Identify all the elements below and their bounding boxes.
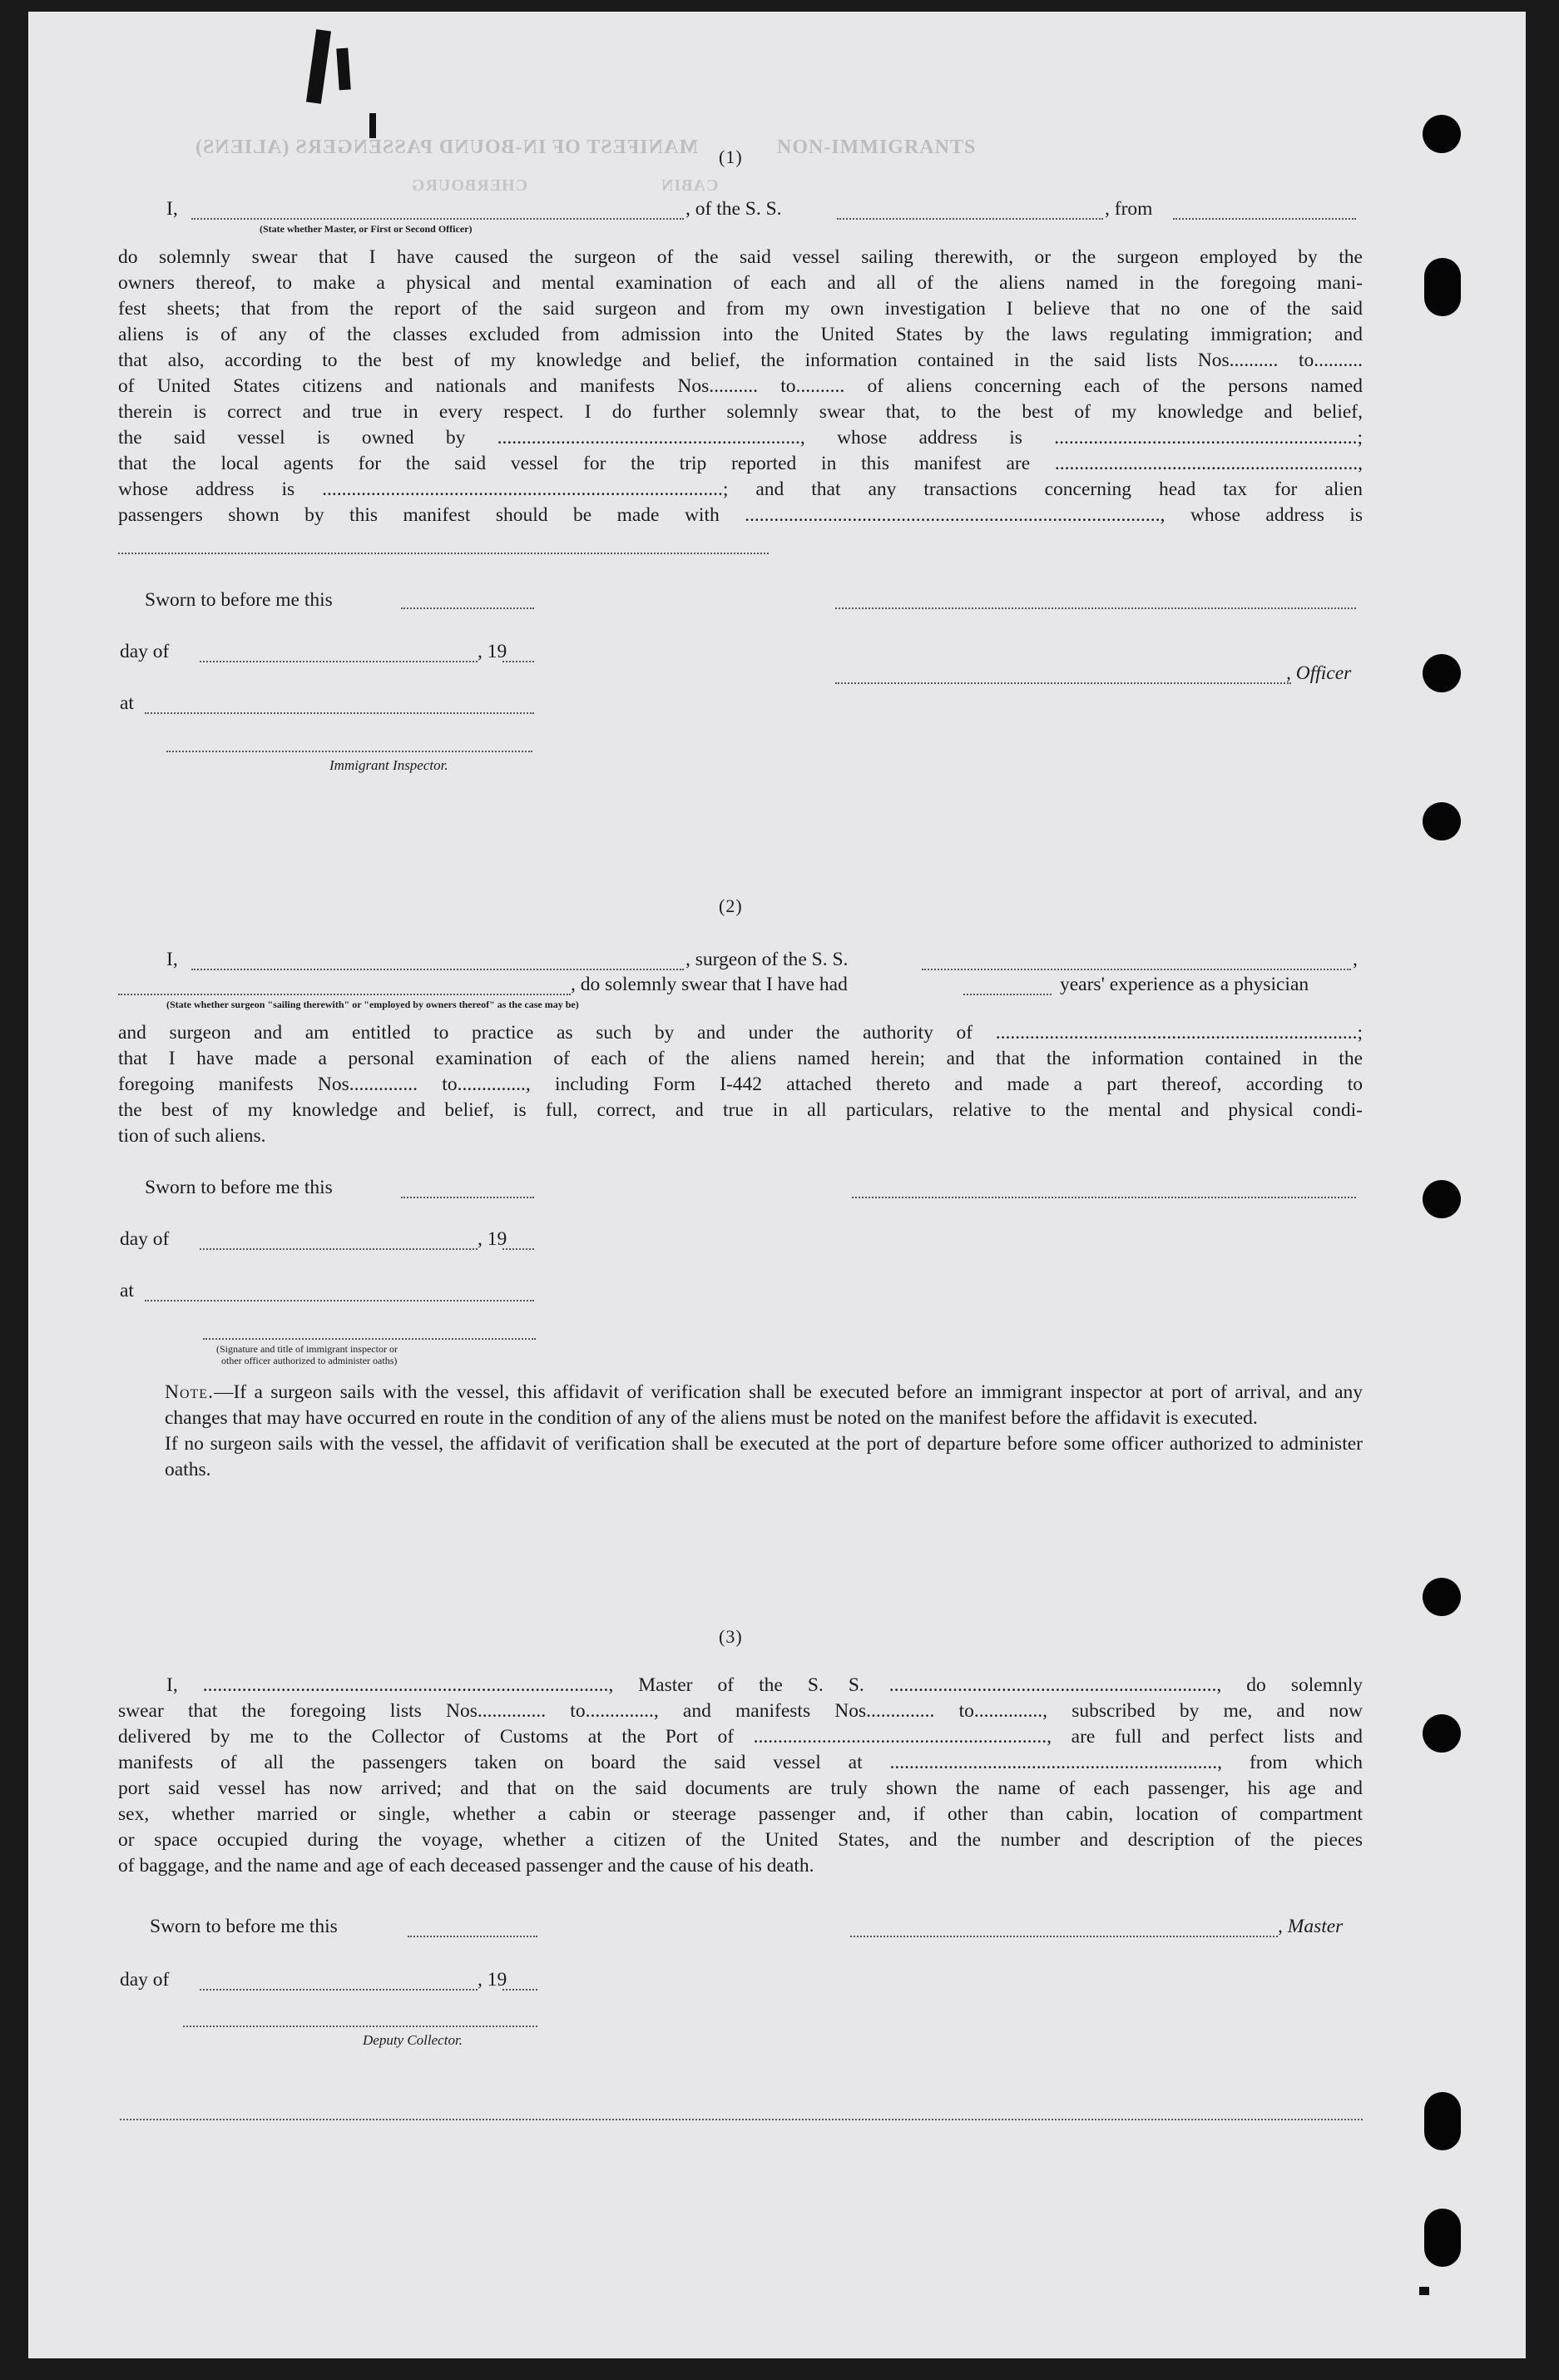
body-line: foregoing manifests Nos.............. to.............., including Form I-442 attached thereto and made a part thereof, according to bbox=[118, 1073, 1363, 1095]
body-line: that also, according to the best of my knowledge and belief, the information contained in the said lists Nos.......... to.......... bbox=[118, 350, 1363, 371]
day-of-field[interactable] bbox=[200, 1248, 478, 1250]
body-line: swear that the foregoing lists Nos.............. to.............., and manifests Nos.............. to.............., subscribed by me, and now bbox=[118, 1700, 1363, 1722]
at-field[interactable] bbox=[145, 1300, 534, 1302]
section-2-surgeon-of: , surgeon of the S. S. bbox=[685, 949, 849, 970]
section-1-i: I, bbox=[166, 198, 178, 220]
comma: , bbox=[1353, 949, 1358, 970]
section-1-number: (1) bbox=[719, 146, 743, 167]
signature-caption: other officer authorized to administer oaths) bbox=[221, 1355, 398, 1366]
vessel-name-field[interactable] bbox=[837, 218, 1103, 220]
punch-hole bbox=[1423, 802, 1461, 840]
day-of-label: day of bbox=[120, 641, 170, 662]
body-line: that I have made a personal examination of each of the aliens named herein; and that the information contained in the bbox=[118, 1048, 1363, 1069]
year-field[interactable] bbox=[502, 1989, 537, 1991]
scan-mark bbox=[1419, 2287, 1429, 2295]
bleed-through-heading: CHERBOURG bbox=[411, 176, 528, 195]
bottom-rule bbox=[120, 2119, 1363, 2120]
note-paragraph-1: —If a surgeon sails with the vessel, this affidavit of verification shall be executed before an immigrant inspector at port of arrival, and any changes that may have occurred en route in the condition of any of the aliens must be noted on the manifest before the affidavit is executed. bbox=[165, 1381, 1363, 1429]
punch-hole bbox=[1423, 115, 1461, 153]
punch-hole bbox=[1424, 2209, 1461, 2267]
scan-mark bbox=[336, 48, 350, 91]
section-1-caption: (State whether Master, or First or Second Officer) bbox=[260, 223, 473, 235]
sworn-date-field[interactable] bbox=[408, 1936, 537, 1937]
sworn-label: Sworn to before me this bbox=[145, 589, 333, 611]
surgeon-signature-field[interactable] bbox=[852, 1197, 1356, 1198]
body-line: I, ..................................................................................., Master of the S. S. ..................................................................., do solemnly bbox=[166, 1674, 1363, 1696]
body-line: do solemnly swear that I have caused the surgeon of the said vessel sailing therewith, or the surgeon employed by the bbox=[118, 246, 1363, 268]
body-line: of United States citizens and nationals and manifests Nos.......... to.......... of aliens concerning each of the persons named bbox=[118, 375, 1363, 397]
body-line: delivered by me to the Collector of Customs at the Port of ............................................................, are full and perfect lists and bbox=[118, 1726, 1363, 1748]
year-label: , 19 bbox=[478, 1969, 507, 1991]
document-page bbox=[28, 12, 1526, 2358]
section-2-body bbox=[118, 1020, 1363, 1149]
section-1-from: , from bbox=[1105, 198, 1153, 220]
section-3-number: (3) bbox=[719, 1626, 743, 1647]
sworn-date-field[interactable] bbox=[401, 1197, 534, 1198]
deputy-caption: Deputy Collector. bbox=[363, 2032, 463, 2048]
body-line: and surgeon and am entitled to practice as such by and under the authority of ..........................................................................; bbox=[118, 1022, 1363, 1044]
section-2-caption: (State whether surgeon "sailing therewith" or "employed by owners thereof" as the case may be) bbox=[166, 999, 579, 1010]
inspector-caption: Immigrant Inspector. bbox=[329, 757, 448, 773]
section-2-vessel-field[interactable] bbox=[922, 969, 1351, 970]
bleed-through-heading: MANIFEST OF IN-BOUND PASSENGERS (ALIENS) bbox=[195, 136, 698, 158]
officer-label: , Officer bbox=[1286, 662, 1352, 684]
day-of-field[interactable] bbox=[200, 661, 478, 662]
section-1-body bbox=[118, 245, 1363, 528]
officer-signature-field[interactable] bbox=[835, 607, 1356, 609]
bleed-through-heading: CABIN bbox=[661, 176, 719, 195]
section-2-number: (2) bbox=[719, 895, 743, 916]
body-line: that the local agents for the said vessel for the trip reported in this manifest are .............................................................., bbox=[118, 453, 1363, 474]
body-line: the said vessel is owned by .............................................................., whose address is ..............................................................; bbox=[118, 427, 1363, 449]
bleed-through-heading: NON-IMMIGRANTS bbox=[777, 136, 977, 158]
body-line: sex, whether married or single, whether a cabin or steerage passenger and, if other than cabin, location of compartment bbox=[118, 1803, 1363, 1825]
year-label: , 19 bbox=[478, 1228, 507, 1250]
body-line: fest sheets; that from the report of the said surgeon and from my own investigation I believe that no one of the said bbox=[118, 298, 1363, 320]
body-line: tion of such aliens. bbox=[118, 1125, 266, 1147]
address-continuation-field[interactable] bbox=[118, 553, 769, 554]
punch-hole bbox=[1423, 1578, 1461, 1616]
year-field[interactable] bbox=[502, 1248, 534, 1250]
at-field[interactable] bbox=[145, 712, 534, 714]
note-block bbox=[118, 1380, 1363, 1483]
day-of-label: day of bbox=[120, 1969, 170, 1991]
note-paragraph-2: If no surgeon sails with the vessel, the affidavit of verification shall be executed at the port of departure before some officer authorized to administer oaths. bbox=[165, 1433, 1363, 1480]
body-line: port said vessel has now arrived; and that on the said documents are truly shown the name of each passenger, his age and bbox=[118, 1778, 1363, 1799]
year-label: , 19 bbox=[478, 641, 507, 662]
body-line: the best of my knowledge and belief, is full, correct, and true in all particulars, relative to the mental and physical condi- bbox=[118, 1099, 1363, 1121]
at-label: at bbox=[120, 1280, 134, 1302]
inspector-signature-field[interactable] bbox=[166, 751, 532, 752]
scan-mark bbox=[306, 29, 331, 104]
surgeon-status-field[interactable] bbox=[118, 994, 571, 995]
master-label: , Master bbox=[1278, 1916, 1344, 1937]
master-name-field[interactable] bbox=[191, 218, 684, 220]
at-label: at bbox=[120, 692, 134, 714]
punch-hole bbox=[1423, 1180, 1461, 1218]
punch-hole bbox=[1423, 1714, 1461, 1753]
body-line: or space occupied during the voyage, whether a citizen of the United States, and the number and description of the pieces bbox=[118, 1829, 1363, 1851]
body-line: aliens is of any of the classes excluded from admission into the United States by the laws regulating immigration; and bbox=[118, 324, 1363, 345]
section-2-i: I, bbox=[166, 949, 178, 970]
deputy-collector-signature[interactable] bbox=[183, 2025, 537, 2027]
surgeon-name-field[interactable] bbox=[191, 969, 684, 970]
section-1-of-ss: , of the S. S. bbox=[685, 198, 782, 220]
administering-officer-signature[interactable] bbox=[203, 1338, 536, 1340]
body-line: of baggage, and the name and age of each deceased passenger and the cause of his death. bbox=[118, 1855, 814, 1877]
punch-hole bbox=[1423, 654, 1461, 692]
punch-hole bbox=[1424, 258, 1461, 316]
years-experience-field[interactable] bbox=[963, 994, 1052, 995]
body-line: owners thereof, to make a physical and mental examination of each and all of the aliens named in the foregoing mani- bbox=[118, 272, 1363, 294]
sworn-date-field[interactable] bbox=[401, 607, 534, 609]
year-field[interactable] bbox=[502, 661, 534, 662]
body-line: manifests of all the passengers taken on board the said vessel at ..................................................................., from which bbox=[118, 1752, 1363, 1773]
section-3-body bbox=[118, 1673, 1363, 1879]
body-line: passengers shown by this manifest should be made with ....................................................................................., whose address is bbox=[118, 504, 1363, 526]
from-port-field[interactable] bbox=[1173, 218, 1356, 220]
signature-caption: (Signature and title of immigrant inspector or bbox=[216, 1343, 398, 1355]
sworn-label: Sworn to before me this bbox=[145, 1177, 333, 1198]
day-of-field[interactable] bbox=[200, 1989, 478, 1991]
day-of-label: day of bbox=[120, 1228, 170, 1250]
body-line: whose address is ..................................................................................; and that any transactions concerning head tax for alien bbox=[118, 478, 1363, 500]
section-2-years: years' experience as a physician bbox=[1060, 974, 1309, 995]
punch-hole bbox=[1424, 2092, 1461, 2150]
sworn-label: Sworn to before me this bbox=[150, 1916, 338, 1937]
body-line: therein is correct and true in every respect. I do further solemnly swear that, to the best of my knowledge and belief, bbox=[118, 401, 1363, 423]
section-2-swear: , do solemnly swear that I have had bbox=[571, 974, 848, 995]
master-signature-field[interactable] bbox=[850, 1936, 1278, 1937]
officer-line[interactable] bbox=[835, 682, 1291, 684]
note-label: Note. bbox=[165, 1381, 214, 1403]
scan-mark bbox=[369, 113, 376, 138]
